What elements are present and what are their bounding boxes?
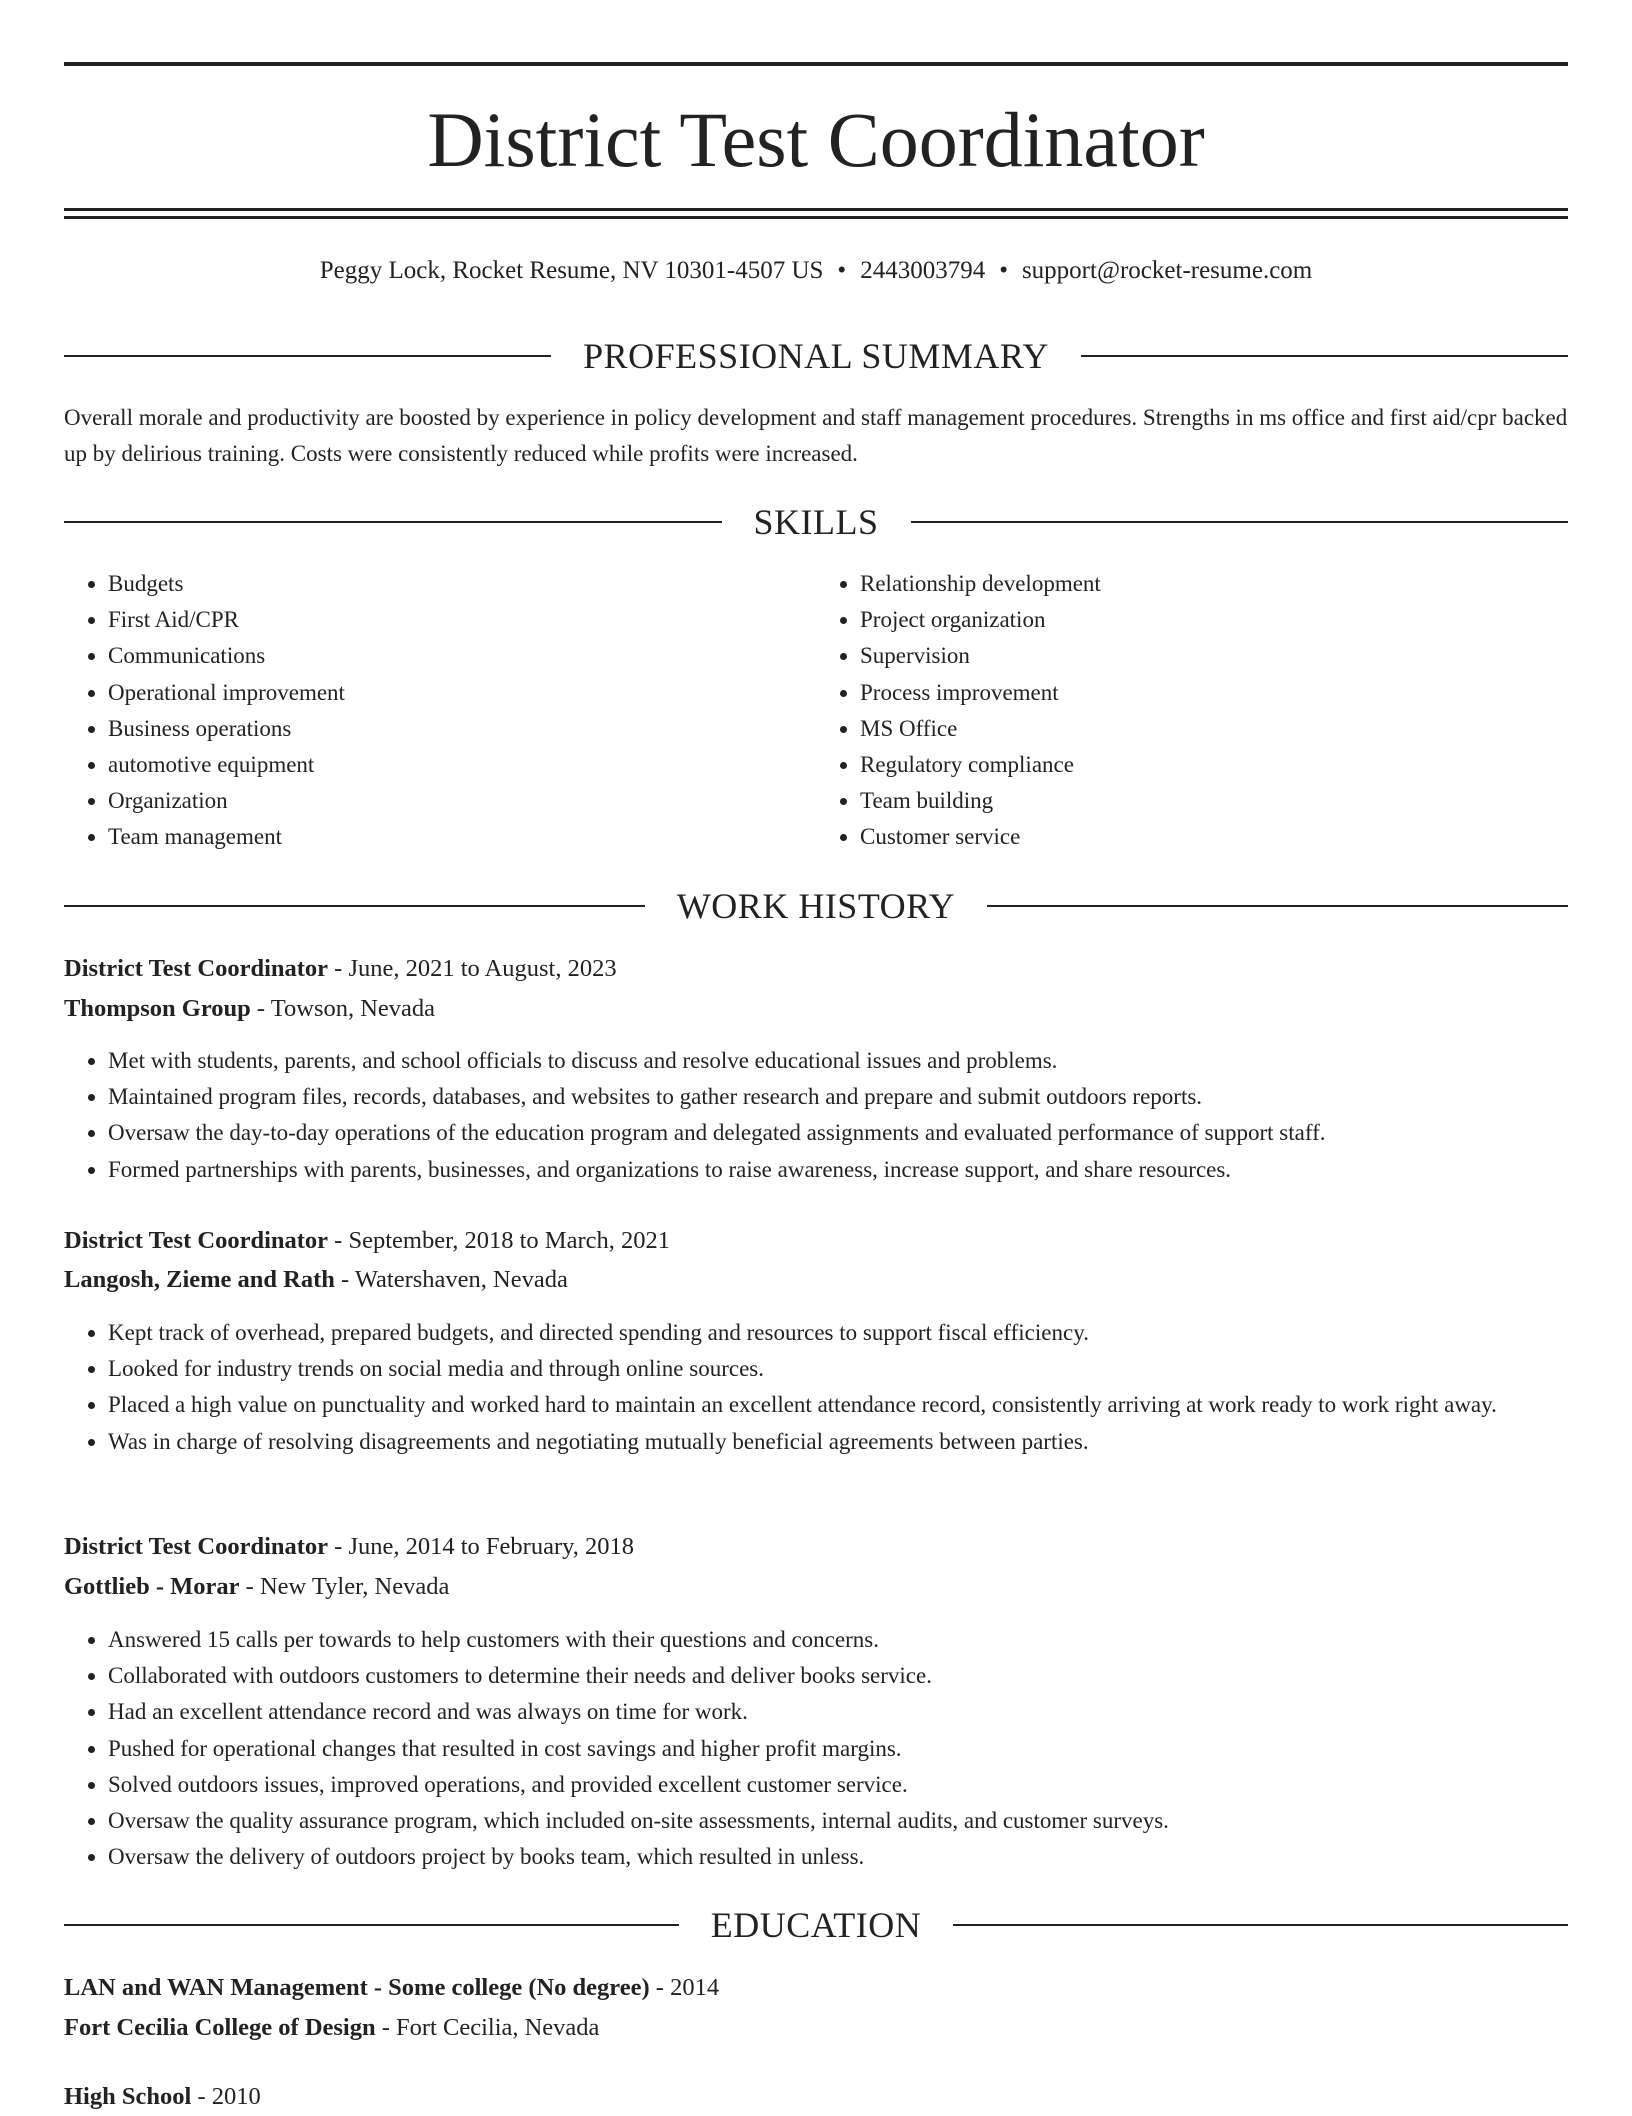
section-title-education: EDUCATION xyxy=(710,1905,922,1945)
job-bullets xyxy=(64,1315,1568,1460)
job-title-line xyxy=(64,1528,1568,1566)
section-header-summary xyxy=(64,334,1568,378)
title-double-rule-lower xyxy=(64,216,1568,219)
job-company-line xyxy=(64,1568,1568,1606)
job-dates: - June, 2014 to February, 2018 xyxy=(328,1533,635,1560)
skill-item: • Budgets xyxy=(108,566,816,602)
education-degree-line xyxy=(64,1969,1568,2007)
job-title-line xyxy=(64,1222,1568,1260)
education-school-line xyxy=(64,2009,1568,2047)
job-bullet: • Pushed for operational changes that resulted in cost savings and higher profit margins. xyxy=(108,1731,1568,1767)
section-header-work xyxy=(64,884,1568,928)
job-bullet: • Looked for industry trends on social media and through online sources. xyxy=(108,1351,1568,1387)
job-company-line xyxy=(64,990,1568,1028)
job-bullet: • Met with students, parents, and school officials to discuss and resolve educational issues and problems. xyxy=(108,1043,1568,1079)
job-bullet: • Oversaw the quality assurance program, which included on-site assessments, internal audits, and customer surveys. xyxy=(108,1803,1568,1839)
contact-separator: • xyxy=(837,257,847,284)
job-bullet: • Oversaw the day-to-day operations of the education program and delegated assignments and evaluated performance of support staff. xyxy=(108,1115,1568,1151)
education-location: - Fort Cecilia, Nevada xyxy=(375,2014,600,2041)
job-location: - New Tyler, Nevada xyxy=(239,1573,450,1600)
job-bullet: • Oversaw the delivery of outdoors project by books team, which resulted in unless. xyxy=(108,1839,1568,1875)
job-company: Gottlieb - Morar xyxy=(64,1573,240,1600)
job-dates: - June, 2021 to August, 2023 xyxy=(328,955,617,982)
divider-line xyxy=(64,355,551,357)
skill-item: • MS Office xyxy=(860,711,1568,747)
contact-address: Peggy Lock, Rocket Resume, NV 10301-4507 US xyxy=(319,257,824,284)
education-degree: LAN and WAN Management - Some college (No degree) xyxy=(64,1974,650,2001)
job-bullet: • Collaborated with outdoors customers to determine their needs and deliver books service. xyxy=(108,1658,1568,1694)
job-dates: - September, 2018 to March, 2021 xyxy=(328,1227,670,1254)
job-location: - Watershaven, Nevada xyxy=(334,1266,568,1293)
job-title: District Test Coordinator xyxy=(64,1227,329,1254)
section-title-summary: PROFESSIONAL SUMMARY xyxy=(583,336,1049,376)
divider-line xyxy=(953,1924,1568,1926)
skill-item: • Customer service xyxy=(860,819,1568,855)
divider-line xyxy=(911,521,1569,523)
section-title-work: WORK HISTORY xyxy=(676,886,956,926)
education-year: - 2010 xyxy=(191,2083,261,2110)
job-title-line xyxy=(64,950,1568,988)
skill-item: • Team management xyxy=(108,819,816,855)
job-company: Langosh, Zieme and Rath xyxy=(64,1266,335,1293)
job-title: District Test Coordinator xyxy=(64,955,329,982)
divider-line xyxy=(1081,355,1568,357)
job-bullet: • Had an excellent attendance record and was always on time for work. xyxy=(108,1694,1568,1730)
divider-line xyxy=(64,521,722,523)
job-company: Thompson Group xyxy=(64,995,251,1022)
divider-line xyxy=(64,1924,679,1926)
job-bullet: • Placed a high value on punctuality and worked hard to maintain an excellent attendance record, consistently arriving at work ready to work right away. xyxy=(108,1387,1568,1423)
skill-item: • Operational improvement xyxy=(108,675,816,711)
skill-item: • Supervision xyxy=(860,638,1568,674)
job-bullet: • Maintained program files, records, databases, and websites to gather research and prepare and submit outdoors reports. xyxy=(108,1079,1568,1115)
title-double-rule-upper xyxy=(64,208,1568,211)
skill-item: • Business operations xyxy=(108,711,816,747)
job-bullets xyxy=(64,1622,1568,1875)
education-degree-line xyxy=(64,2078,1568,2116)
section-header-skills xyxy=(64,500,1568,544)
job-title: District Test Coordinator xyxy=(64,1533,329,1560)
contact-separator: • xyxy=(999,257,1008,284)
education-year: - 2014 xyxy=(649,1974,720,2001)
skill-item: • Regulatory compliance xyxy=(860,747,1568,783)
contact-phone: 2443003794 xyxy=(860,257,986,284)
section-title-skills: SKILLS xyxy=(753,502,879,542)
job-bullet: • Solved outdoors issues, improved operations, and provided excellent customer service. xyxy=(108,1767,1568,1803)
contact-line xyxy=(64,254,1568,288)
divider-line xyxy=(987,905,1568,907)
page-title: District Test Coordinator xyxy=(427,96,1205,183)
job-bullets xyxy=(64,1043,1568,1188)
summary-text: Overall morale and productivity are boosted by experience in policy development and staff management procedures. Strengths in ms office and first aid/cpr backed up by delirious training. Costs were consistently reduced while profits were increased. xyxy=(64,405,1568,466)
skill-item: • Team building xyxy=(860,783,1568,819)
top-rule xyxy=(64,62,1568,66)
job-location: - Towson, Nevada xyxy=(250,995,436,1022)
job-company-line xyxy=(64,1261,1568,1299)
skill-item: • Process improvement xyxy=(860,675,1568,711)
skill-item: • Project organization xyxy=(860,602,1568,638)
job-bullet: • Answered 15 calls per towards to help customers with their questions and concerns. xyxy=(108,1622,1568,1658)
job-bullet: • Formed partnerships with parents, businesses, and organizations to raise awareness, increase support, and share resources. xyxy=(108,1152,1568,1188)
skill-item: • First Aid/CPR xyxy=(108,602,816,638)
section-header-education xyxy=(64,1903,1568,1947)
skills-list xyxy=(64,566,1568,856)
skills-column-left xyxy=(64,566,816,856)
skill-item: • automotive equipment xyxy=(108,747,816,783)
skill-item: • Organization xyxy=(108,783,816,819)
education-degree: High School xyxy=(64,2083,192,2110)
skills-column-right xyxy=(816,566,1568,856)
skill-item: • Communications xyxy=(108,638,816,674)
skill-item: • Relationship development xyxy=(860,566,1568,602)
job-bullet: • Was in charge of resolving disagreements and negotiating mutually beneficial agreements between parties. xyxy=(108,1424,1568,1460)
job-bullet: • Kept track of overhead, prepared budgets, and directed spending and resources to support fiscal efficiency. xyxy=(108,1315,1568,1351)
contact-email: support@rocket-resume.com xyxy=(1021,257,1313,284)
divider-line xyxy=(64,905,645,907)
education-school: Fort Cecilia College of Design xyxy=(64,2014,376,2041)
